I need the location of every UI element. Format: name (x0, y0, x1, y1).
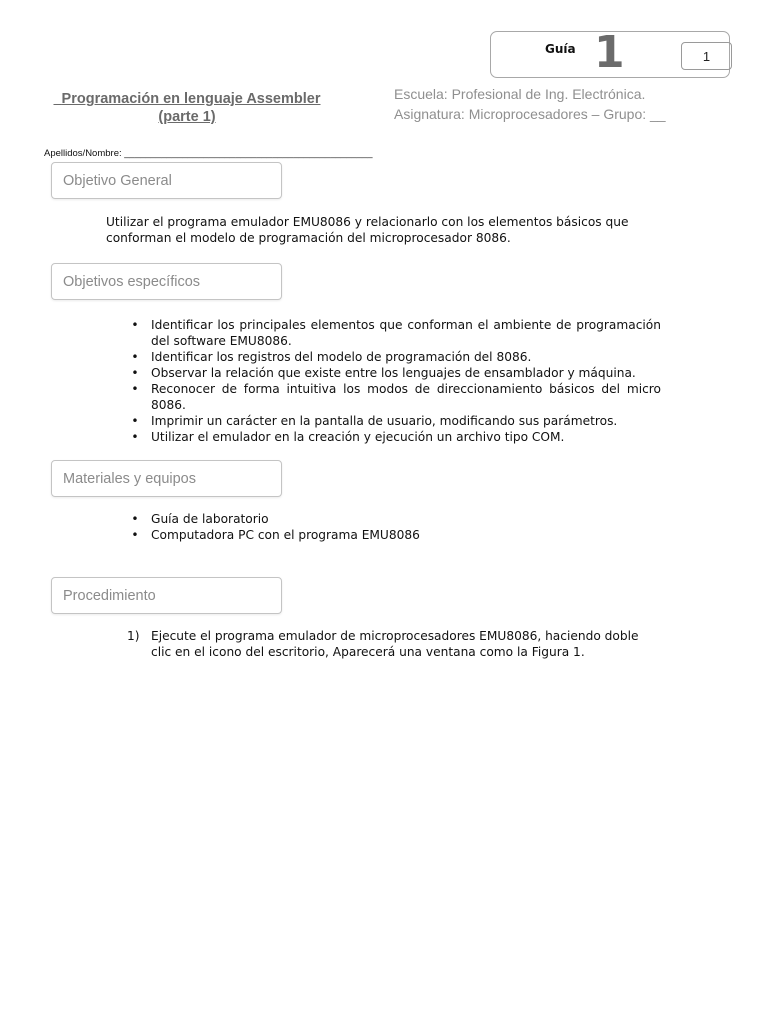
list-item (131, 349, 661, 365)
list-item-text: Identificar los registros del modelo de programación del 8086. (151, 350, 532, 364)
bullet-icon: • (131, 430, 139, 444)
objetivos-especificos-list (131, 317, 661, 445)
list-item (131, 413, 661, 429)
bullet-icon: • (131, 366, 139, 380)
list-item-text: Computadora PC con el programa EMU8086 (151, 528, 420, 542)
section-header-objetivo-general: Objetivo General (51, 162, 282, 199)
list-item (131, 511, 661, 527)
school-info (394, 84, 666, 124)
school-line: Escuela: Profesional de Ing. Electrónica. (394, 86, 646, 102)
guide-label: Guía (545, 42, 576, 56)
bullet-icon: • (131, 512, 139, 526)
bullet-icon: • (131, 350, 139, 364)
list-item-text: Identificar los principales elementos que conforman el ambiente de programación del software EMU8086. (151, 318, 661, 348)
list-item-text: Reconocer de forma intuitiva los modos de direccionamiento básicos del micro 8086. (151, 382, 661, 412)
bullet-icon: • (131, 414, 139, 428)
list-item-text: Guía de laboratorio (151, 512, 269, 526)
title-line-2: (parte 1) (158, 109, 216, 125)
section-header-objetivos-especificos: Objetivos específicos (51, 263, 282, 300)
list-item (131, 429, 661, 445)
step-number: 1) (127, 629, 140, 643)
list-item (131, 527, 661, 543)
list-item-text: Utilizar el emulador en la creación y ejecución un archivo tipo COM. (151, 430, 565, 444)
procedimiento-steps (127, 628, 661, 660)
title-line-1 (40, 90, 334, 108)
objetivo-general-text: Utilizar el programa emulador EMU8086 y relacionarlo con los elementos básicos que conforman el modelo de programación del microprocesador 8086. (106, 215, 629, 245)
bullet-icon: • (131, 528, 139, 542)
list-item (131, 381, 661, 413)
procedure-step (127, 628, 661, 660)
guide-number: 1 (594, 27, 625, 78)
list-item (131, 317, 661, 349)
section-header-procedimiento: Procedimiento (51, 577, 282, 614)
list-item (131, 365, 661, 381)
list-item-text: Imprimir un carácter en la pantalla de usuario, modificando sus parámetros. (151, 414, 618, 428)
bullet-icon: • (131, 382, 139, 396)
list-item-text: Observar la relación que existe entre los lenguajes de ensamblador y máquina. (151, 366, 636, 380)
section-header-materiales: Materiales y equipos (51, 460, 282, 497)
name-field-line: Apellidos/Nombre: _______________________________________________ (44, 148, 373, 159)
bullet-icon: • (131, 318, 139, 332)
title-line-1-text: Programación en lenguaje Assembler (61, 91, 321, 107)
subject-line: Asignatura: Microprocesadores – Grupo: __ (394, 106, 666, 122)
step-text: Ejecute el programa emulador de microprocesadores EMU8086, haciendo doble clic en el icono del escritorio, Aparecerá una ventana como la Figura 1. (151, 629, 639, 659)
document-title (40, 90, 334, 126)
materiales-list (131, 511, 661, 543)
page-number: 1 (681, 42, 732, 70)
